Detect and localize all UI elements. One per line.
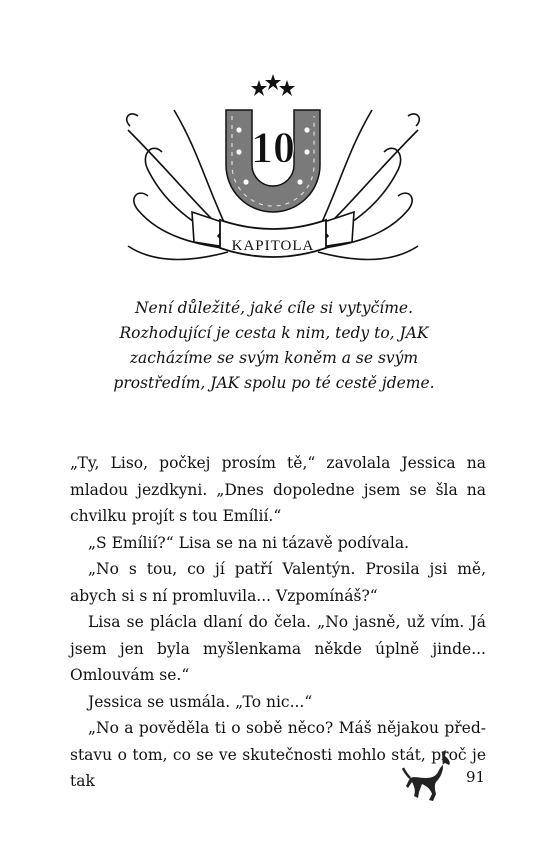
epigraph-line: zacházíme se svým koněm a se svým — [129, 349, 419, 367]
stars-icon — [251, 74, 295, 96]
epigraph — [60, 296, 488, 396]
epigraph-line: Rozhodující je cesta k nim, tedy to, JAK — [119, 324, 429, 342]
chapter-label: KAPITOLA — [231, 238, 315, 254]
paragraph: „No a pověděla ti o sobě něco? Máš nějakou představu o tom, co se ve skutečnosti mohlo stát, proč je tak — [70, 719, 486, 790]
page-number: 91 — [466, 768, 486, 786]
paragraph: „S Emílií?“ Lisa se na ni tázavě podívala. — [88, 533, 410, 552]
chapter-emblem-graphic — [108, 70, 438, 270]
paragraph: „Ty, Liso, počkej prosím tě,“ zavolala Jessica na mladou jezdkyni. „Dnes dopoledne jsem se šla na chvilku projít s tou Emílií.“ — [70, 454, 486, 525]
epigraph-line: prostředím, JAK spolu po té cestě jdeme. — [113, 374, 435, 392]
chapter-number: 10 — [251, 123, 295, 172]
paragraph: Jessica se usmála. „To nic...“ — [88, 692, 313, 711]
paragraph: Lisa se plácla dlaní do čela. „No jasně, už vím. Já jsem jen byla myšlenkama někde úplně jinde... Omlouvám se.“ — [70, 613, 486, 684]
chapter-body — [70, 450, 486, 795]
chapter-emblem — [108, 70, 438, 270]
horse-icon — [402, 748, 454, 804]
paragraph: „No s tou, co jí patří Valentýn. Prosila jsi mě, abych si s ní promluvila... Vzpomínáš?“ — [70, 560, 486, 605]
chapter-banner — [192, 212, 354, 257]
epigraph-line: Není důležité, jaké cíle si vytyčíme. — [134, 299, 414, 317]
